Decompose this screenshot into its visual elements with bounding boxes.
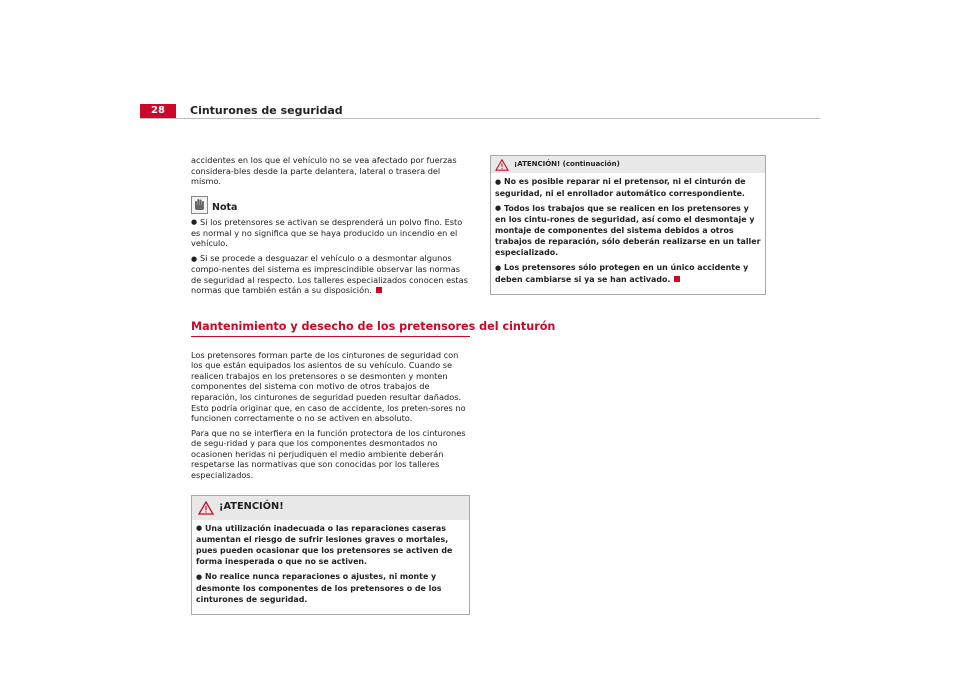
paragraph: Para que no se interfiera en la función protectora de los cinturones de segu-ridad y para que los componentes desmontados no ocasionen heridas ni perjudiquen el medio ambiente deberán respetarse las normativas que son conocidas por los talleres especializados.	[191, 427, 466, 481]
note-item: ● Si los pretensores se activan se desprenderá un polvo fino. Esto es normal y no significa que se haya producido un incendio en el vehículo.	[191, 216, 463, 249]
warning-triangle-icon	[495, 159, 509, 171]
section-rule	[191, 336, 470, 337]
warning-box	[191, 495, 470, 615]
bullet-icon: ●	[495, 263, 502, 272]
right-column	[490, 155, 766, 295]
warning-item: ● Todos los trabajos que se realicen en los pretensores y en los cintu-rones de seguridad, así como el desmontaje y montaje de componentes del sistema debidos a otros trabajos de reparación, sólo deberán realizarse en un taller especializado.	[495, 203, 761, 257]
bullet-icon: ●	[196, 572, 203, 581]
warning-item: ● No es posible reparar ni el pretensor, ni el cinturón de seguridad, ni el enrollador automático correspondiente.	[495, 177, 746, 198]
warning-body	[491, 173, 765, 294]
paragraph: Los pretensores forman parte de los cinturones de seguridad con los que están equipados los asientos de su vehículo. Cuando se realicen trabajos en los pretensores o se desmonten y monten componentes del sistema con motivo de otros trabajos de reparación, los cinturones de seguridad pueden resultar dañados. Esto podría originar que, en caso de accidente, los preten-sores no funcionen correctamente o no se activen en absoluto.	[191, 349, 466, 424]
note-item: ● Si se procede a desguazar el vehículo o a desmontar algunos compo-nentes del sistema es imprescindible observar las normas de seguridad al respecto. Los talleres especializados conocen estas normas que también están a su disposición.	[191, 253, 468, 296]
warning-item: ● Una utilización inadecuada o las reparaciones caseras aumentan el riesgo de sufrir lesiones graves o mortales, pues pueden ocasionar que los pretensores se activen de forma inesperada o que no se activen.	[196, 523, 453, 567]
header-rule	[140, 118, 820, 119]
left-column	[191, 155, 556, 615]
bullet-icon: ●	[191, 254, 198, 263]
chapter-title: Cinturones de seguridad	[190, 104, 343, 117]
bullet-icon: ●	[191, 218, 198, 227]
bullet-icon: ●	[495, 204, 502, 212]
page-number: 28	[140, 104, 176, 118]
warning-item: ● No realice nunca reparaciones o ajustes, ni monte y desmonte los componentes de los pretensores o de los cinturones de seguridad.	[196, 572, 442, 604]
intro-text: accidentes en los que el vehículo no se vea afectado por fuerzas considera-bles desde la parte delantera, lateral o trasera del mismo.	[191, 155, 457, 187]
warning-box-continued	[490, 155, 766, 295]
note-heading	[191, 196, 470, 214]
section-title: Mantenimiento y desecho de los pretensores del cinturón	[191, 319, 556, 333]
bullet-icon: ●	[196, 524, 203, 533]
warning-title: ¡ATENCIÓN! (continuación)	[514, 160, 620, 169]
end-mark-icon	[376, 287, 382, 293]
warning-item: ● Los pretensores sólo protegen en un único accidente y deben cambiarse si ya se han activado.	[495, 263, 749, 284]
warning-header	[192, 496, 469, 520]
warning-triangle-icon	[198, 501, 214, 515]
note-hand-icon	[191, 196, 208, 214]
end-mark-icon	[674, 276, 680, 282]
warning-title: ¡ATENCIÓN!	[219, 501, 284, 513]
bullet-icon: ●	[495, 177, 502, 186]
note-title: Nota	[212, 202, 238, 214]
warning-header	[491, 156, 765, 173]
warning-body	[192, 520, 469, 614]
